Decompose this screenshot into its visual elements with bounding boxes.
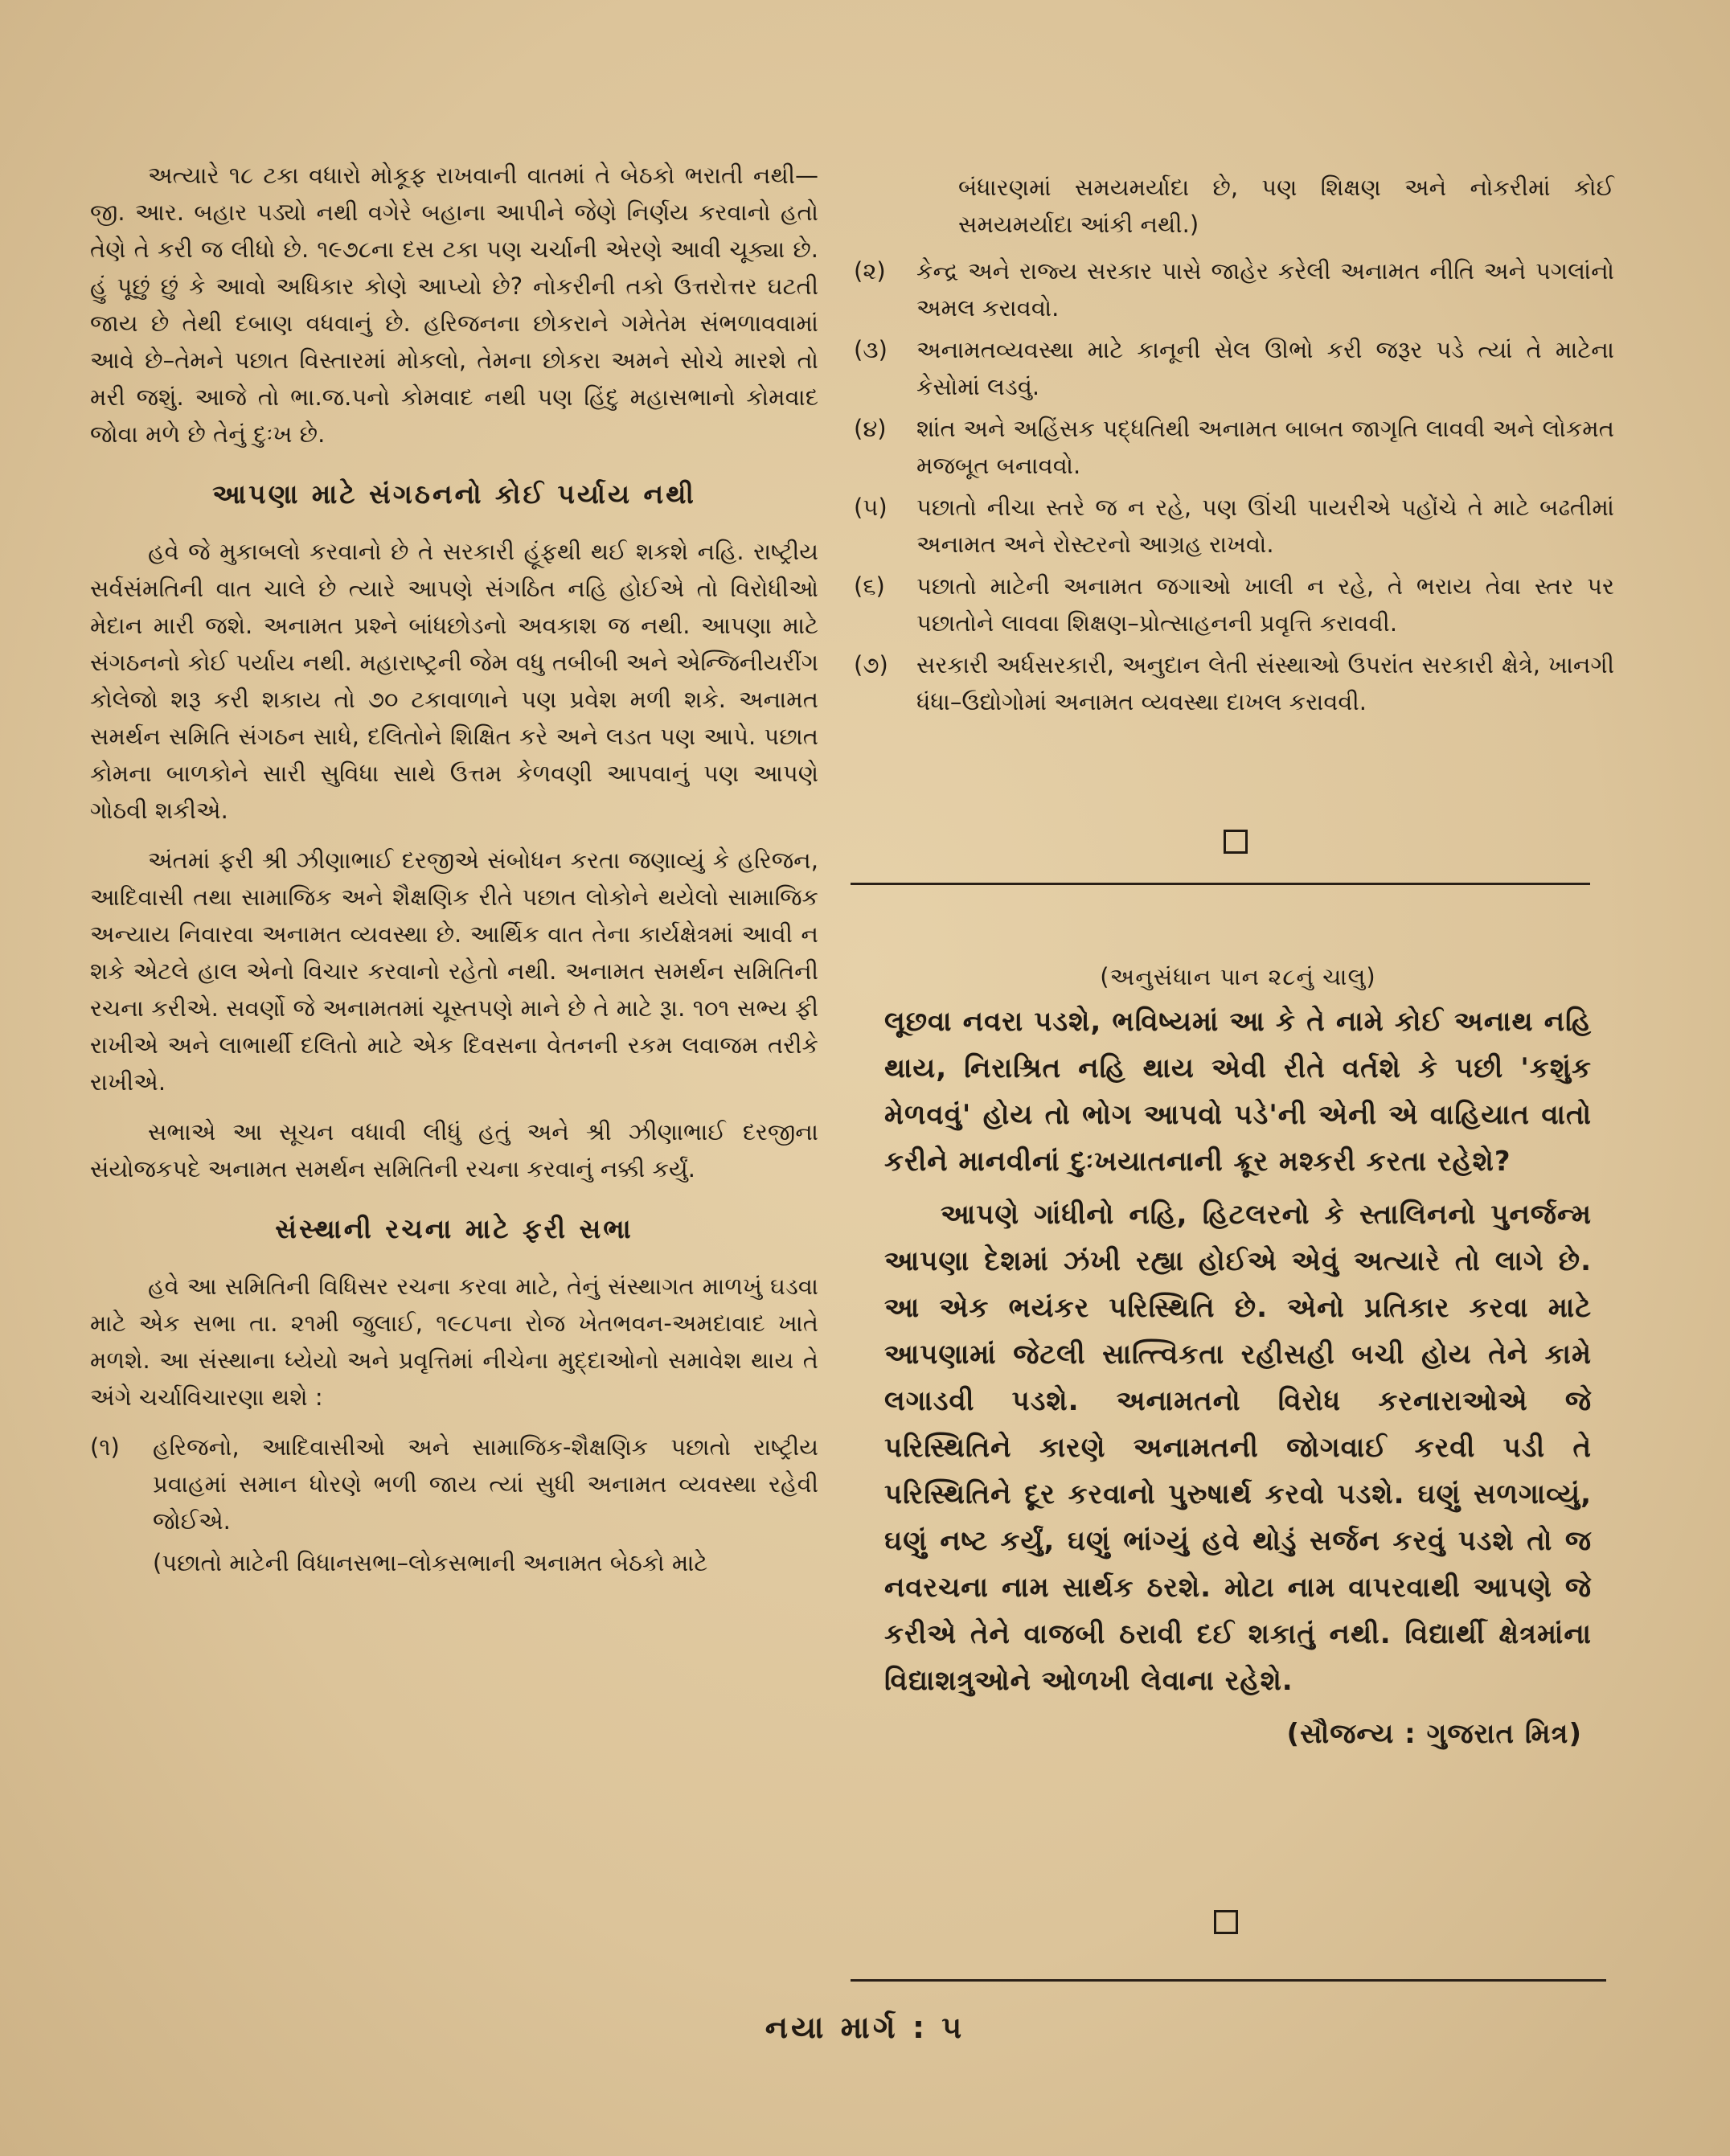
list-number: (૬) [854,572,885,600]
continued-from-note: (અનુસંધાન પાન ૨૮નું ચાલુ) [1100,963,1376,990]
list-text: અનામતવ્યવસ્થા માટે કાનૂની સેલ ઊભો કરી જરૂર પડે ત્યાં તે માટેના કેસોમાં લડવું. [916,336,1614,400]
list-item [854,331,1614,405]
paragraph: અંતમાં ફરી શ્રી ઝીણાભાઈ દરજીએ સંબોધન કરતા જણાવ્યું કે હરિજન, આદિવાસી તથા સામાજિક અને શૈક્ષણિક રીતે પછાત લોકોને થયેલો સામાજિક અન્યાય નિવારવા અનામત વ્યવસ્થા છે. આર્થિક વાત તેના કાર્યક્ષેત્રમાં આવી ન શકે એટલે હાલ એનો વિચાર કરવાનો રહેતો નથી. અનામત સમર્થન સમિતિની રચના કરીએ. સવર્ણો જે અનામતમાં ચૂસ્તપણે માને છે તે માટે રૂા. ૧૦૧ સભ્ય ફી રાખીએ અને લાભાર્થી દલિતો માટે એક દિવસના વેતનની રકમ લવાજમ તરીકે રાખીએ. [90,846,818,1096]
list-text: પછાતો નીચા સ્તરે જ ન રહે, પણ ઊંચી પાયરીએ પહોંચે તે માટે બઢતીમાં અનામત અને રોસ્ટરનો આગ્રહ રાખવો. [916,494,1614,558]
right-column-top [854,169,1614,725]
end-mark-box-icon [1224,830,1248,854]
list-item [854,410,1614,484]
end-mark-box-icon [1214,1910,1238,1934]
paragraph: હવે આ સમિતિની વિધિસર રચના કરવા માટે, તેનું સંસ્થાગત માળખું ઘડવા માટે એક સભા તા. ૨૧મી જુલાઈ, ૧૯૮૫ના રોજ ખેતભવન-અમદાવાદ ખાતે મળશે. આ સંસ્થાના ધ્યેયો અને પ્રવૃત્તિમાં નીચેના મુદ્દાઓનો સમાવેશ થાય તે અંગે ચર્ચાવિચારણા થશે : [90,1273,818,1411]
section-heading: આપણા માટે સંગઠનનો કોઈ પર્યાય નથી [212,478,696,510]
list-text: સરકારી અર્ધસરકારી, અનુદાન લેતી સંસ્થાઓ ઉપરાંત સરકારી ક્ષેત્રે, ખાનગી ધંધા–ઉદ્યોગોમાં અનામત વ્યવસ્થા દાખલ કરાવવી. [916,651,1614,715]
section-heading: સંસ્થાની રચના માટે ફરી સભા [275,1213,633,1244]
left-column [90,157,818,1586]
list-number: (૩) [854,336,888,363]
list-note-continued: બંધારણમાં સમયમર્યાદા છે, પણ શિક્ષણ અને નોકરીમાં કોઈ સમયમર્યાદા આંકી નથી.) [958,174,1614,238]
list-text: પછાતો માટેની અનામત જગાઓ ખાલી ન રહે, તે ભરાય તેવા સ્તર પર પછાતોને લાવવા શિક્ષણ–પ્રોત્સાહનની પ્રવૃત્તિ કરાવવી. [916,572,1614,637]
list-note: (પછાતો માટેની વિધાનસભા–લોકસભાની અનામત બેઠકો માટે [153,1549,708,1576]
right-column-bottom [884,963,1592,1757]
paragraph: લૂછવા નવરા પડશે, ભવિષ્યમાં આ કે તે નામે કોઈ અનાથ નહિ થાય, નિરાશ્રિત નહિ થાય એવી રીતે વર્તશે કે પછી 'કશુંક મેળવવું' હોય તો ભોગ આપવો પડે'ની એની એ વાહિયાત વાતો કરીને માનવીનાં દુઃખયાતનાની ક્રૂર મશ્કરી કરતા રહેશે? [884,1006,1592,1178]
list-item [854,646,1614,720]
section-divider [851,1979,1606,1982]
list-number: (૧) [90,1433,120,1461]
list-item [854,568,1614,641]
list-text: શાંત અને અહિંસક પદ્ધતિથી અનામત બાબત જાગૃતિ લાવવી અને લોકમત મજબૂત બનાવવો. [916,415,1614,479]
paragraph: સભાએ આ સૂચન વધાવી લીધું હતું અને શ્રી ઝીણાભાઈ દરજીના સંયોજકપદે અનામત સમર્થન સમિતિની રચના કરવાનું નક્કી કર્યું. [90,1118,818,1183]
list-number: (૫) [854,494,888,521]
credit-line: (સૌજન્ય : ગુજરાત મિત્ર) [1286,1718,1582,1750]
list-number: (૨) [854,257,886,285]
paragraph: અત્યારે ૧૮ ટકા વધારો મોકૂફ રાખવાની વાતમાં તે બેઠકો ભરાતી નથી—જી. આર. બહાર પડ્યો નથી વગેરે બહાના આપીને જેણે નિર્ણય કરવાનો હતો તેણે તે કરી જ લીધો છે. ૧૯૭૮ના દસ ટકા પણ ચર્ચાની એરણે આવી ચૂક્યા છે. હું પૂછું છું કે આવો અધિકાર કોણે આપ્યો છે? નોકરીની તકો ઉત્તરોત્તર ઘટતી જાય છે તેથી દબાણ વધવાનું છે. હરિજનના છોકરાને ગમેતેમ સંભળાવવામાં આવે છે–તેમને પછાત વિસ્તારમાં મોકલો, તેમના છોકરા અમને સોચે મારશે તો મરી જશું. આજે તો ભા.જ.પનો કોમવાદ નથી પણ હિંદુ મહાસભાનો કોમવાદ જોવા મળે છે તેનું દુઃખ છે. [90,162,818,448]
list-number: (૪) [854,415,887,442]
list-number: (૭) [854,651,888,678]
page-footer: નયા માર્ગ : ૫ [765,2010,965,2045]
section-divider [851,883,1590,885]
list-text: હરિજનો, આદિવાસીઓ અને સામાજિક-શૈક્ષણિક પછાતો રાષ્ટ્રીય પ્રવાહમાં સમાન ધોરણે ભળી જાય ત્યાં સુધી અનામત વ્યવસ્થા રહેવી જોઈએ. [153,1433,818,1535]
paragraph: હવે જે મુકાબલો કરવાનો છે તે સરકારી હૂંફથી થઈ શકશે નહિ. રાષ્ટ્રીય સર્વસંમતિની વાત ચાલે છે ત્યારે આપણે સંગઠિત નહિ હોઈએ તો વિરોધીઓ મેદાન મારી જશે. અનામત પ્રશ્ને બાંધછોડનો અવકાશ જ નથી. આપણા માટે સંગઠનનો કોઈ પર્યાય નથી. મહારાષ્ટ્રની જેમ વધુ તબીબી અને એન્જિનીયરીંગ કોલેજો શરૂ કરી શકાય તો ૭૦ ટકાવાળાને પણ પ્રવેશ મળી શકે. અનામત સમર્થન સમિતિ સંગઠન સાધે, દલિતોને શિક્ષિત કરે અને લડત પણ આપે. પછાત કોમના બાળકોને સારી સુવિધા સાથે ઉત્તમ કેળવણી આપવાનું પણ આપણે ગોઠવી શકીએ. [90,538,818,824]
paragraph: આપણે ગાંધીનો નહિ, હિટલરનો કે સ્તાલિનનો પુનર્જન્મ આપણા દેશમાં ઝંખી રહ્યા હોઈએ એવું અત્યારે તો લાગે છે. આ એક ભયંકર પરિસ્થિતિ છે. એનો પ્રતિકાર કરવા માટે આપણામાં જેટલી સાત્ત્વિકતા રહીસહી બચી હોય તેને કામે લગાડવી પડશે. અનામતનો વિરોધ કરનારાઓએ જે પરિસ્થિતિને કારણે અનામતની જોગવાઈ કરવી પડી તે પરિસ્થિતિને દૂર કરવાનો પુરુષાર્થ કરવો પડશે. ઘણું સળગાવ્યું, ઘણું નષ્ટ કર્યું, ઘણું ભાંગ્યું હવે થોડું સર્જન કરવું પડશે તો જ નવરચના નામ સાર્થક ઠરશે. મોટા નામ વાપરવાથી આપણે જે કરીએ તેને વાજબી ઠરાવી દઈ શકાતું નથી. વિદ્યાર્થી ક્ષેત્રમાંના વિદ્યાશત્રુઓને ઓળખી લેવાના રહેશે. [884,1199,1592,1697]
list-item [90,1428,818,1539]
list-text: કેન્દ્ર અને રાજ્ય સરકાર પાસે જાહેર કરેલી અનામત નીતિ અને પગલાંનો અમલ કરાવવો. [916,257,1614,322]
list-item [854,252,1614,326]
list-item [854,489,1614,563]
